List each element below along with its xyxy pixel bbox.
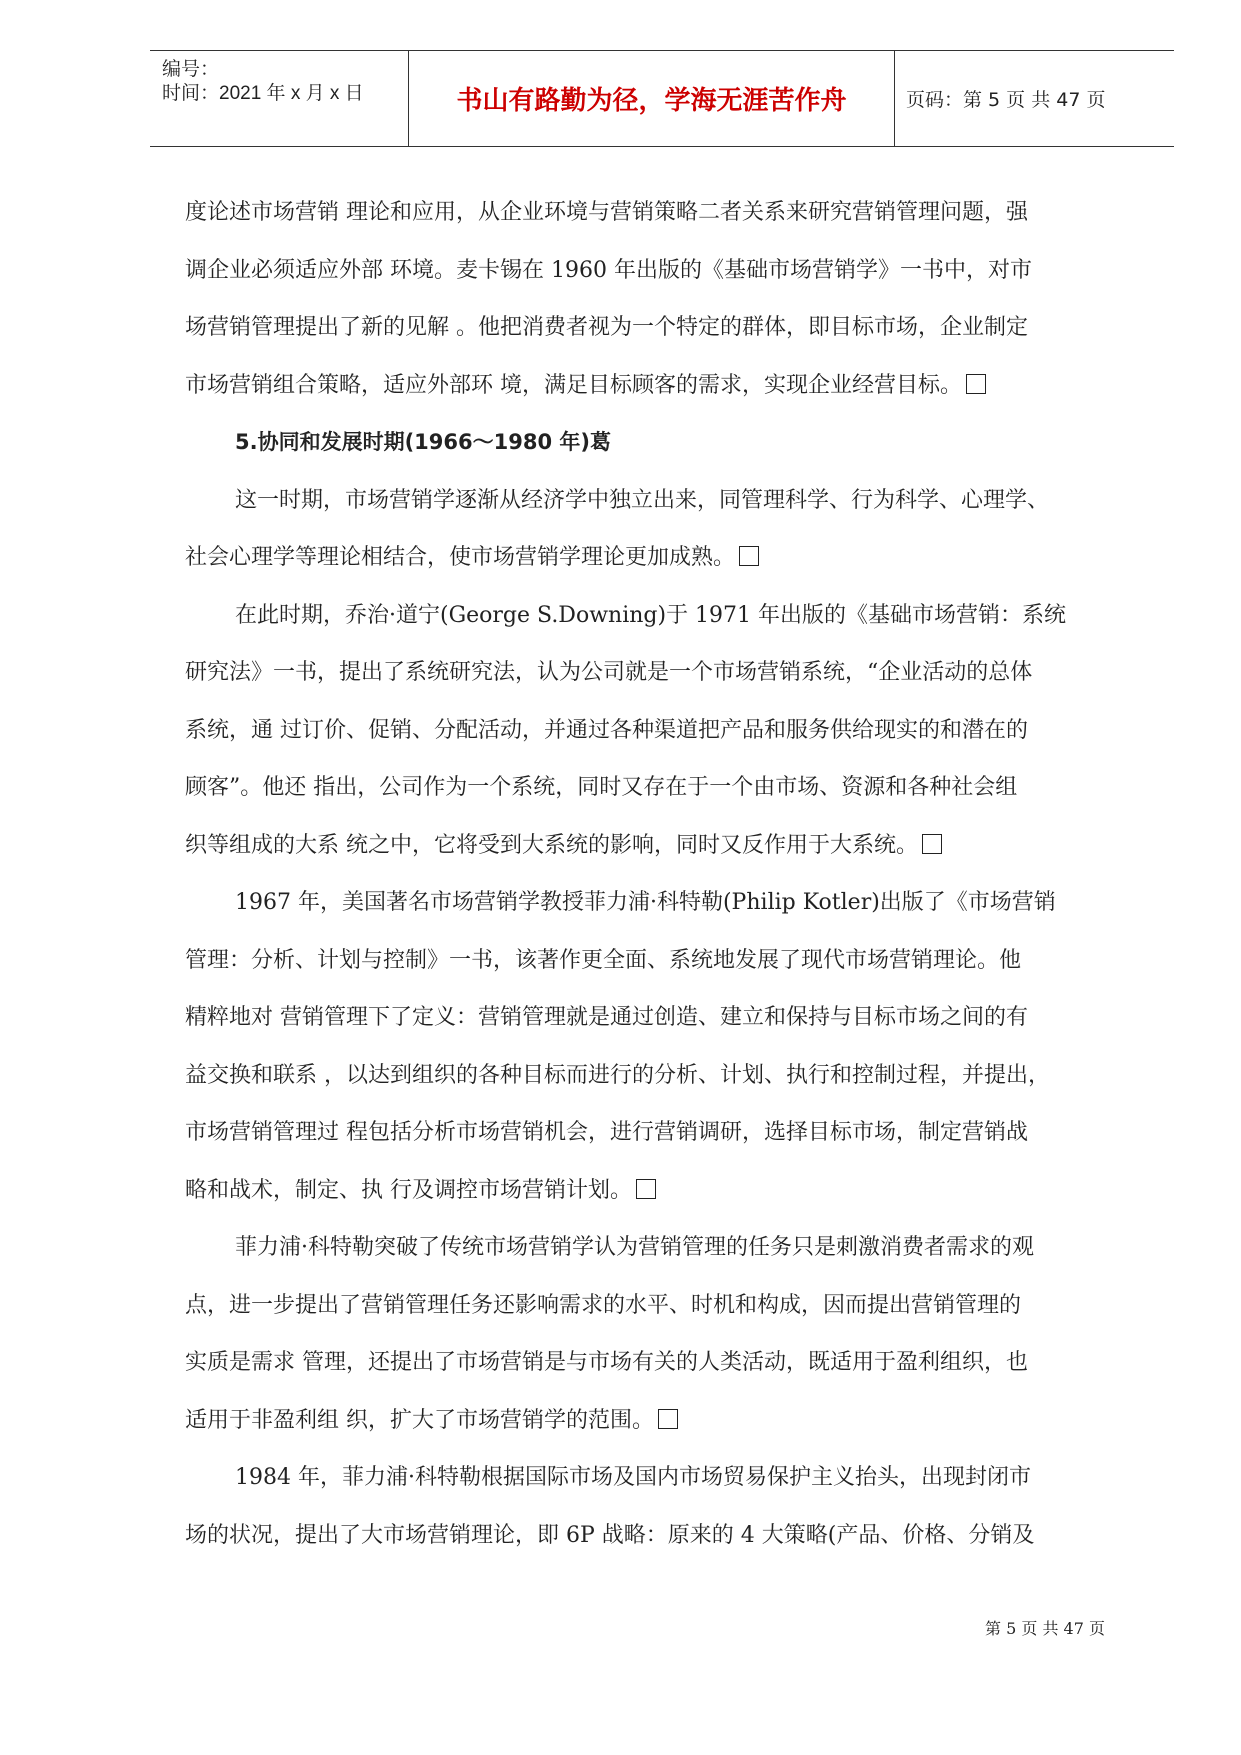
section-heading: 5.协同和发展时期(1966～1980 年)葛 [235, 430, 611, 454]
text-span: 适用于非盈利组 织，扩大了市场营销学的范围。 [185, 1407, 654, 1433]
doc-time: 时间：2021 年 x 月 x 日 [162, 83, 364, 104]
text-line: 在此时期，乔治·道宁(George S.Downing)于 1971 年出版的《基础市场营销：系统 [235, 602, 1067, 628]
text-line: 点，进一步提出了营销管理任务还影响需求的水平、时机和构成，因而提出营销管理的 [185, 1292, 1022, 1318]
text-line [185, 1392, 1150, 1450]
text-line: 管理：分析、计划与控制》一书，该著作更全面、系统地发展了现代市场营销理论。他 [185, 947, 1022, 973]
text-line: 顾客”。他还 指出，公司作为一个系统，同时又存在于一个由市场、资源和各种社会组 [185, 775, 1018, 800]
text-span: 略和战术，制定、执 行及调控市场营销计划。 [185, 1177, 632, 1203]
text-line: 场营销管理提出了新的见解 。他把消费者视为一个特定的群体，即目标市场，企业制定 [185, 315, 1028, 340]
paragraph-mark-icon [922, 834, 942, 854]
text-span: 社会心理学等理论相结合，使市场营销学理论更加成熟。 [185, 545, 736, 570]
header-info [150, 51, 408, 146]
document-body [185, 184, 1150, 1564]
paragraph-mark-icon [739, 546, 759, 566]
text-line: 市场营销管理过 程包括分析市场营销机会，进行营销调研，选择目标市场，制定营销战 [185, 1120, 1028, 1145]
text-line: 系统，通 过订价、促销、分配活动，并通过各种渠道把产品和服务供给现实的和潜在的 [185, 717, 1028, 743]
text-line: 调企业必须适应外部 环境。麦卡锡在 1960 年出版的《基础市场营销学》一书中，对市 [185, 257, 1032, 283]
text-line: 场的状况，提出了大市场营销理论，即 6P 战略：原来的 4 大策略(产品、价格、分销及 [185, 1522, 1035, 1548]
text-line: 度论述市场营销 理论和应用，从企业环境与营销策略二者关系来研究营销管理问题，强 [185, 200, 1028, 225]
doc-number: 编号： [162, 59, 220, 80]
text-span: 织等组成的大系 统之中，它将受到大系统的影响，同时又反作用于大系统。 [185, 832, 918, 858]
page-footer: 第 5 页 共 47 页 [985, 1619, 1105, 1638]
text-line: 菲力浦·科特勒突破了传统市场营销学认为营销管理的任务只是刺激消费者需求的观 [235, 1235, 1034, 1260]
text-line: 1984 年，菲力浦·科特勒根据国际市场及国内市场贸易保护主义抬头，出现封闭市 [235, 1465, 1031, 1490]
header-motto: 书山有路勤为径，学海无涯苦作舟 [408, 51, 895, 146]
text-line: 精粹地对 营销管理下了定义：营销管理就是通过创造、建立和保持与目标市场之间的有 [185, 1005, 1028, 1030]
text-line [185, 1162, 1150, 1220]
paragraph-mark-icon [658, 1409, 678, 1429]
text-line: 益交换和联系 ，以达到组织的各种目标而进行的分析、计划、执行和控制过程，并提出， [185, 1062, 1050, 1088]
text-line: 1967 年，美国著名市场营销学教授菲力浦·科特勒(Philip Kotler)出版了《市场营销 [235, 890, 1056, 915]
text-line: 这一时期，市场营销学逐渐从经济学中独立出来，同管理科学、行为科学、心理学、 [235, 487, 1050, 513]
header-page-number: 页码：第 5 页 共 47 页 [906, 89, 1106, 111]
paragraph-mark-icon [966, 374, 986, 394]
text-line [185, 529, 1150, 587]
page-header [150, 50, 1174, 147]
text-line: 实质是需求 管理，还提出了市场营销是与市场有关的人类活动，既适用于盈利组织，也 [185, 1350, 1028, 1375]
paragraph-mark-icon [636, 1179, 656, 1199]
text-span: 市场营销组合策略，适应外部环 境，满足目标顾客的需求，实现企业经营目标。 [185, 372, 962, 398]
text-line [185, 357, 1150, 415]
text-line [185, 817, 1150, 875]
text-line: 研究法》一书，提出了系统研究法，认为公司就是一个市场营销系统，“企业活动的总体 [185, 660, 1033, 685]
